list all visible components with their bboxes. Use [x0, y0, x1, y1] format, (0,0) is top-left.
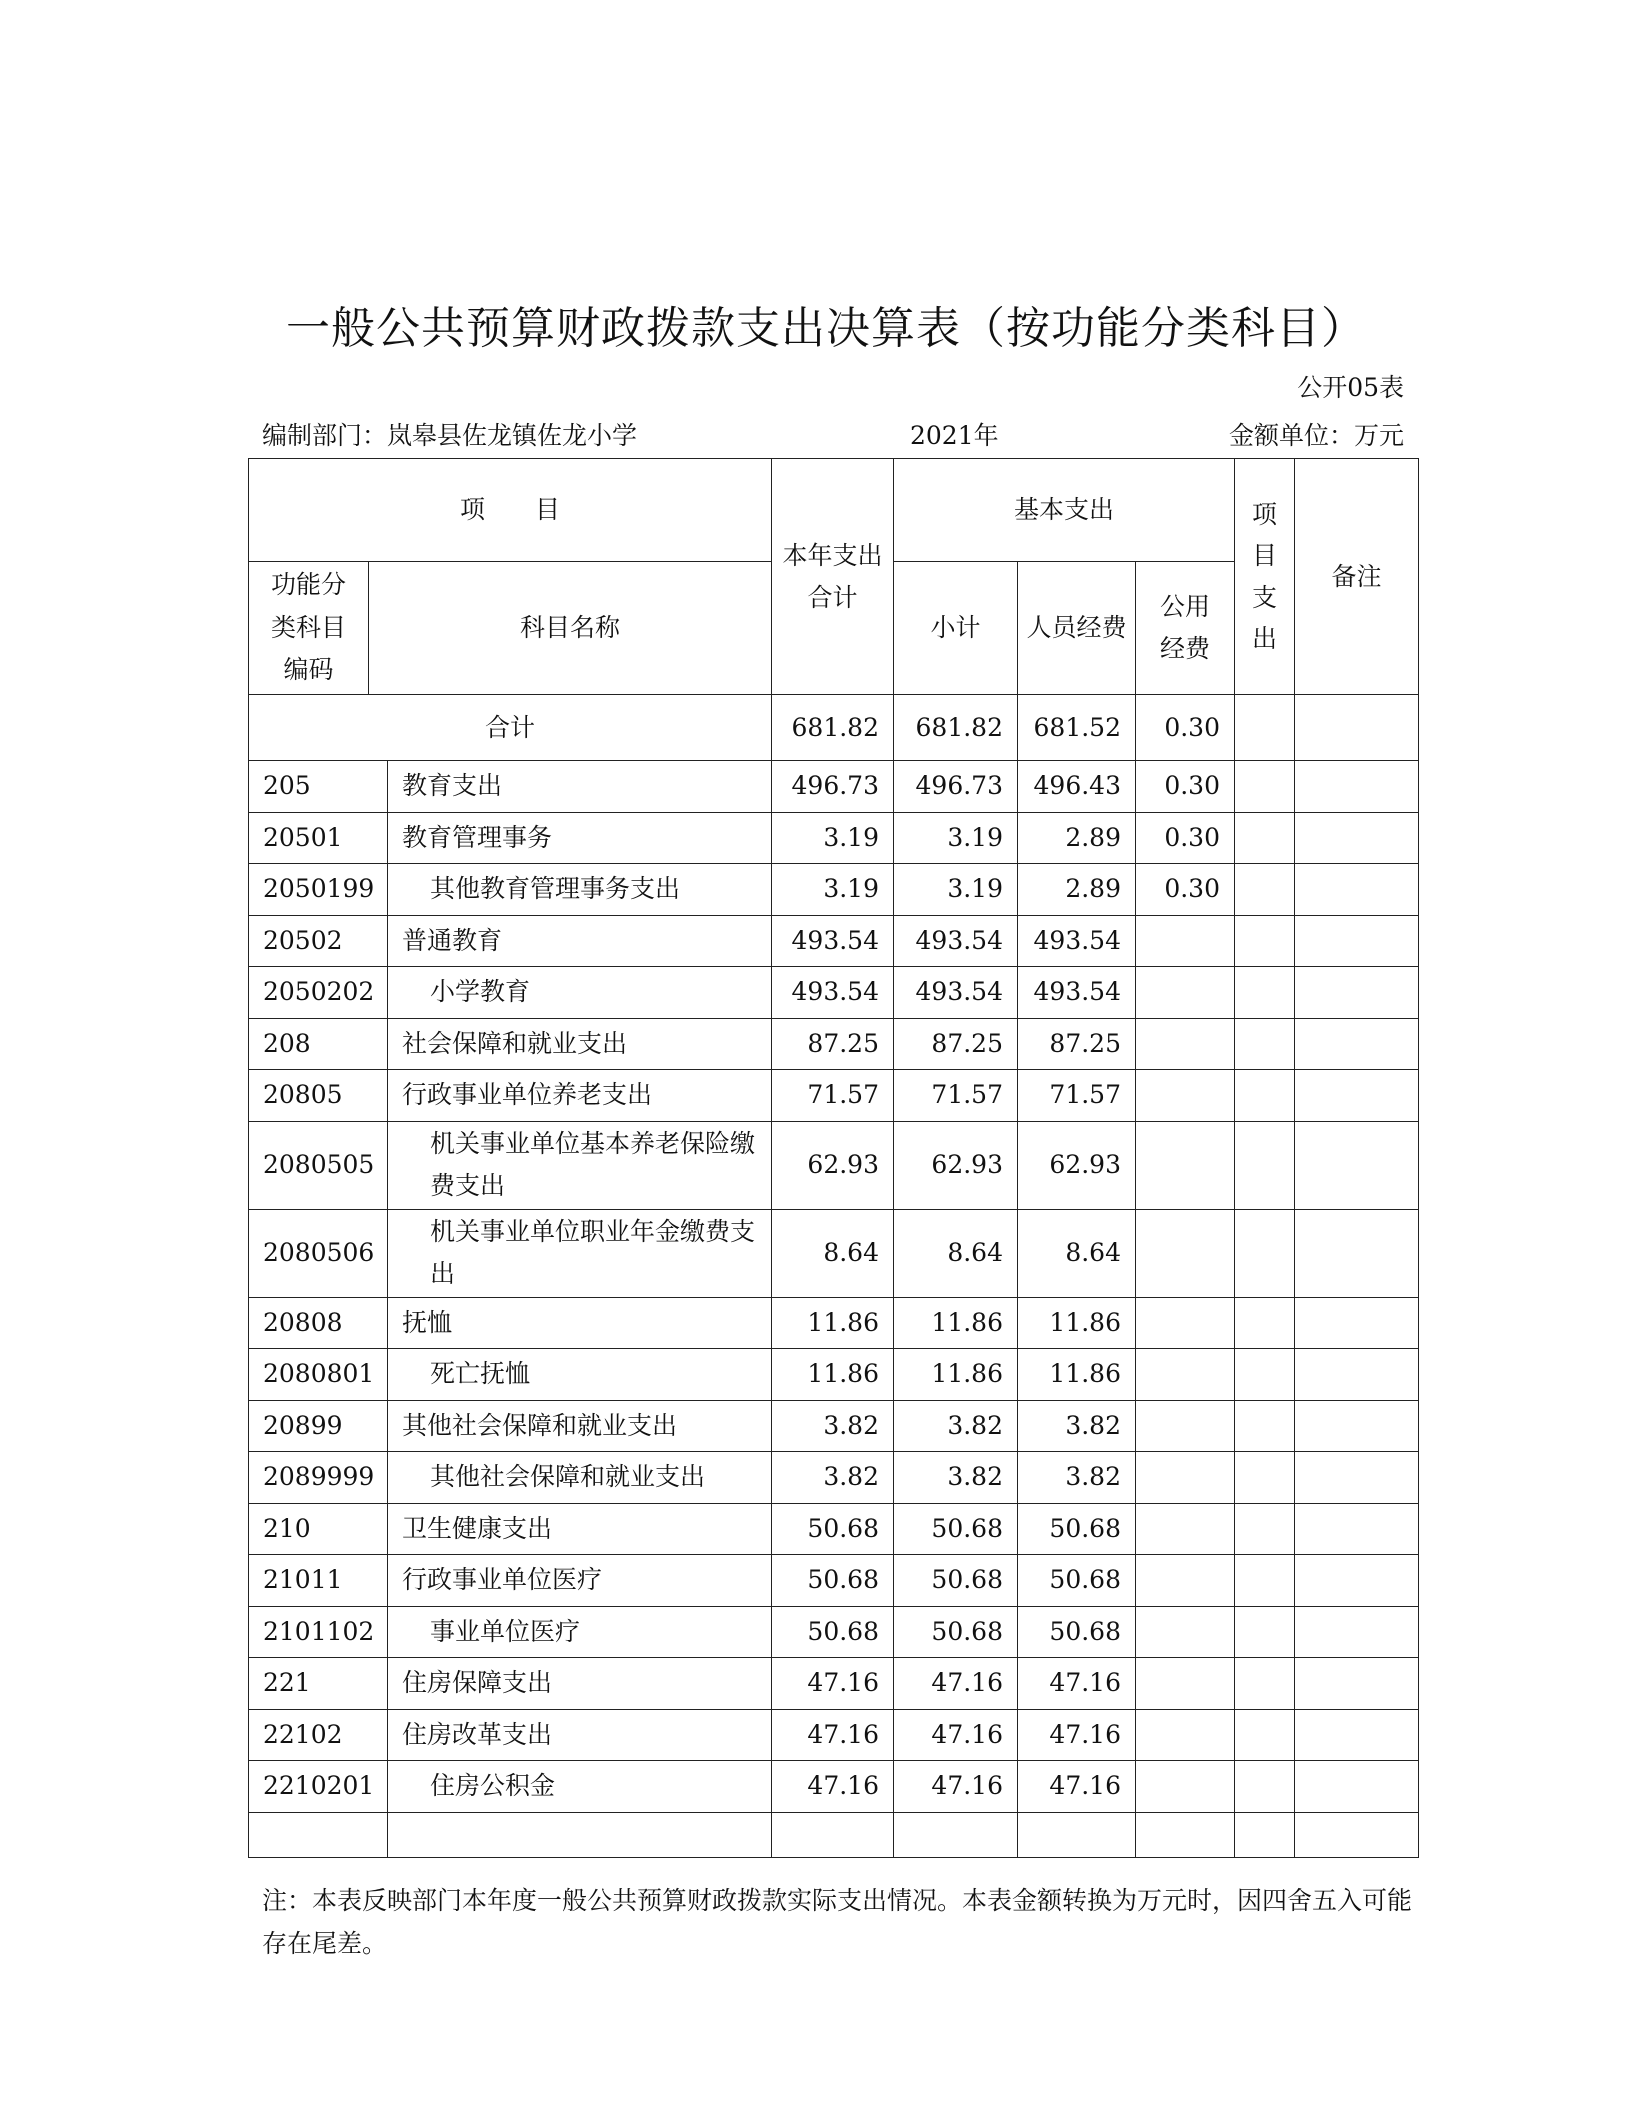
row-name: 卫生健康支出 — [388, 1503, 772, 1555]
row-project — [1235, 1555, 1295, 1607]
blank-cell — [249, 1812, 388, 1857]
row-total: 47.16 — [772, 1709, 894, 1761]
row-total: 493.54 — [772, 915, 894, 967]
blank-cell — [1235, 1812, 1295, 1857]
compiling-department: 编制部门：岚皋县佐龙镇佐龙小学 — [262, 421, 638, 450]
table-row — [249, 967, 1419, 1019]
row-total: 493.54 — [772, 967, 894, 1019]
row-code: 20899 — [249, 1400, 388, 1452]
row-code: 20501 — [249, 812, 388, 864]
row-total: 47.16 — [772, 1658, 894, 1710]
table-row — [249, 915, 1419, 967]
row-subtotal: 71.57 — [894, 1070, 1018, 1122]
row-total: 87.25 — [772, 1018, 894, 1070]
row-project — [1235, 761, 1295, 813]
row-code: 21011 — [249, 1555, 388, 1607]
total-row — [249, 695, 1419, 761]
table-row — [249, 1709, 1419, 1761]
total-total: 681.82 — [772, 695, 894, 761]
table-row — [249, 1400, 1419, 1452]
row-remark — [1295, 812, 1419, 864]
row-total: 50.68 — [772, 1606, 894, 1658]
total-project — [1235, 695, 1295, 761]
row-remark — [1295, 1121, 1419, 1209]
row-personnel: 50.68 — [1018, 1503, 1136, 1555]
row-code: 2080801 — [249, 1349, 388, 1401]
table-row — [249, 1606, 1419, 1658]
table-row — [249, 1555, 1419, 1607]
row-project — [1235, 1400, 1295, 1452]
row-personnel: 47.16 — [1018, 1709, 1136, 1761]
row-name: 死亡抚恤 — [388, 1349, 772, 1401]
header-total: 本年支出合计 — [772, 459, 894, 695]
form-number: 公开05表 — [1297, 373, 1404, 402]
row-project — [1235, 1349, 1295, 1401]
row-personnel: 47.16 — [1018, 1658, 1136, 1710]
blank-cell — [1295, 1812, 1419, 1857]
row-project — [1235, 1709, 1295, 1761]
header-project: 项目支出 — [1235, 459, 1295, 695]
row-code: 20502 — [249, 915, 388, 967]
row-subtotal: 47.16 — [894, 1709, 1018, 1761]
row-name: 教育管理事务 — [388, 812, 772, 864]
row-public — [1136, 1018, 1235, 1070]
row-personnel: 493.54 — [1018, 915, 1136, 967]
row-name: 行政事业单位养老支出 — [388, 1070, 772, 1122]
row-remark — [1295, 864, 1419, 916]
header-name: 科目名称 — [369, 562, 772, 695]
table-row — [249, 864, 1419, 916]
table-row — [249, 761, 1419, 813]
row-personnel: 3.82 — [1018, 1400, 1136, 1452]
row-project — [1235, 1606, 1295, 1658]
row-total: 50.68 — [772, 1555, 894, 1607]
row-project — [1235, 1018, 1295, 1070]
row-public — [1136, 1452, 1235, 1504]
blank-cell — [894, 1812, 1018, 1857]
row-personnel: 11.86 — [1018, 1349, 1136, 1401]
table-row — [249, 1761, 1419, 1813]
row-name: 小学教育 — [388, 967, 772, 1019]
header-remark: 备注 — [1295, 459, 1419, 695]
row-remark — [1295, 1658, 1419, 1710]
row-personnel: 71.57 — [1018, 1070, 1136, 1122]
blank-cell — [772, 1812, 894, 1857]
row-remark — [1295, 1297, 1419, 1349]
row-name: 机关事业单位基本养老保险缴费支出 — [388, 1121, 772, 1209]
table-row — [249, 1070, 1419, 1122]
row-total: 11.86 — [772, 1297, 894, 1349]
row-remark — [1295, 1452, 1419, 1504]
blank-cell — [1018, 1812, 1136, 1857]
row-public — [1136, 1349, 1235, 1401]
row-public — [1136, 1761, 1235, 1813]
row-subtotal: 87.25 — [894, 1018, 1018, 1070]
total-public: 0.30 — [1136, 695, 1235, 761]
row-public — [1136, 1555, 1235, 1607]
row-project — [1235, 1070, 1295, 1122]
row-public — [1136, 1121, 1235, 1209]
amount-unit: 金额单位：万元 — [1228, 421, 1404, 450]
blank-cell — [1136, 1812, 1235, 1857]
row-remark — [1295, 1070, 1419, 1122]
row-code: 2080505 — [249, 1121, 388, 1209]
row-name: 普通教育 — [388, 915, 772, 967]
row-public — [1136, 915, 1235, 967]
table-row — [249, 1452, 1419, 1504]
header-public: 公用经费 — [1136, 562, 1235, 695]
row-name: 抚恤 — [388, 1297, 772, 1349]
row-subtotal: 3.19 — [894, 812, 1018, 864]
row-code: 2210201 — [249, 1761, 388, 1813]
total-label: 合计 — [249, 695, 772, 761]
table-row — [249, 1209, 1419, 1297]
row-subtotal: 50.68 — [894, 1555, 1018, 1607]
row-remark — [1295, 915, 1419, 967]
row-remark — [1295, 1709, 1419, 1761]
row-code: 205 — [249, 761, 388, 813]
blank-row — [249, 1812, 1419, 1857]
row-public: 0.30 — [1136, 761, 1235, 813]
row-personnel: 11.86 — [1018, 1297, 1136, 1349]
expenditure-table — [248, 458, 1419, 1858]
row-remark — [1295, 1761, 1419, 1813]
row-code: 22102 — [249, 1709, 388, 1761]
row-code: 208 — [249, 1018, 388, 1070]
table-row — [249, 812, 1419, 864]
row-subtotal: 493.54 — [894, 915, 1018, 967]
header-basic: 基本支出 — [894, 459, 1235, 562]
row-remark — [1295, 1209, 1419, 1297]
row-remark — [1295, 967, 1419, 1019]
row-project — [1235, 1209, 1295, 1297]
row-personnel: 87.25 — [1018, 1018, 1136, 1070]
row-total: 3.19 — [772, 864, 894, 916]
row-project — [1235, 1297, 1295, 1349]
row-personnel: 47.16 — [1018, 1761, 1136, 1813]
row-subtotal: 3.82 — [894, 1400, 1018, 1452]
table-row — [249, 1658, 1419, 1710]
row-public — [1136, 1606, 1235, 1658]
row-public — [1136, 1503, 1235, 1555]
row-personnel: 50.68 — [1018, 1606, 1136, 1658]
row-subtotal: 62.93 — [894, 1121, 1018, 1209]
row-remark — [1295, 1349, 1419, 1401]
total-remark — [1295, 695, 1419, 761]
row-name: 社会保障和就业支出 — [388, 1018, 772, 1070]
header-personnel: 人员经费 — [1018, 562, 1136, 695]
row-total: 47.16 — [772, 1761, 894, 1813]
row-personnel: 62.93 — [1018, 1121, 1136, 1209]
table-row — [249, 1349, 1419, 1401]
row-project — [1235, 1761, 1295, 1813]
row-project — [1235, 1503, 1295, 1555]
row-subtotal: 47.16 — [894, 1658, 1018, 1710]
row-personnel: 50.68 — [1018, 1555, 1136, 1607]
row-name: 住房改革支出 — [388, 1709, 772, 1761]
row-name: 其他教育管理事务支出 — [388, 864, 772, 916]
row-remark — [1295, 1400, 1419, 1452]
row-code: 2080506 — [249, 1209, 388, 1297]
page-title: 一般公共预算财政拨款支出决算表（按功能分类科目） — [286, 303, 1366, 354]
row-subtotal: 50.68 — [894, 1503, 1018, 1555]
row-public: 0.30 — [1136, 812, 1235, 864]
row-project — [1235, 1658, 1295, 1710]
row-name: 行政事业单位医疗 — [388, 1555, 772, 1607]
row-code: 221 — [249, 1658, 388, 1710]
row-subtotal: 11.86 — [894, 1349, 1018, 1401]
row-code: 20808 — [249, 1297, 388, 1349]
row-project — [1235, 1452, 1295, 1504]
row-project — [1235, 812, 1295, 864]
row-subtotal: 493.54 — [894, 967, 1018, 1019]
row-total: 11.86 — [772, 1349, 894, 1401]
row-code: 210 — [249, 1503, 388, 1555]
header-code: 功能分类科目编码 — [249, 562, 369, 695]
blank-cell — [388, 1812, 772, 1857]
row-name: 其他社会保障和就业支出 — [388, 1452, 772, 1504]
total-subtotal: 681.82 — [894, 695, 1018, 761]
row-total: 3.19 — [772, 812, 894, 864]
row-total: 3.82 — [772, 1452, 894, 1504]
row-name: 其他社会保障和就业支出 — [388, 1400, 772, 1452]
row-personnel: 3.82 — [1018, 1452, 1136, 1504]
row-total: 8.64 — [772, 1209, 894, 1297]
row-remark — [1295, 1018, 1419, 1070]
row-project — [1235, 915, 1295, 967]
row-code: 20805 — [249, 1070, 388, 1122]
report-year: 2021年 — [910, 421, 999, 450]
row-personnel: 2.89 — [1018, 864, 1136, 916]
row-remark — [1295, 1606, 1419, 1658]
row-code: 2101102 — [249, 1606, 388, 1658]
row-total: 496.73 — [772, 761, 894, 813]
row-personnel: 496.43 — [1018, 761, 1136, 813]
row-name: 住房保障支出 — [388, 1658, 772, 1710]
row-remark — [1295, 761, 1419, 813]
row-public: 0.30 — [1136, 864, 1235, 916]
row-remark — [1295, 1503, 1419, 1555]
row-personnel: 2.89 — [1018, 812, 1136, 864]
row-subtotal: 50.68 — [894, 1606, 1018, 1658]
row-subtotal: 47.16 — [894, 1761, 1018, 1813]
table-row — [249, 1297, 1419, 1349]
row-name: 住房公积金 — [388, 1761, 772, 1813]
header-item: 项 目 — [249, 459, 772, 562]
row-project — [1235, 864, 1295, 916]
row-subtotal: 8.64 — [894, 1209, 1018, 1297]
row-name: 事业单位医疗 — [388, 1606, 772, 1658]
row-public — [1136, 1209, 1235, 1297]
table-row — [249, 1503, 1419, 1555]
row-total: 71.57 — [772, 1070, 894, 1122]
row-project — [1235, 1121, 1295, 1209]
header-subtotal: 小计 — [894, 562, 1018, 695]
row-public — [1136, 1070, 1235, 1122]
row-subtotal: 3.82 — [894, 1452, 1018, 1504]
row-name: 机关事业单位职业年金缴费支出 — [388, 1209, 772, 1297]
row-total: 3.82 — [772, 1400, 894, 1452]
row-public — [1136, 1297, 1235, 1349]
row-subtotal: 11.86 — [894, 1297, 1018, 1349]
row-total: 50.68 — [772, 1503, 894, 1555]
row-code: 2050199 — [249, 864, 388, 916]
row-code: 2050202 — [249, 967, 388, 1019]
row-subtotal: 496.73 — [894, 761, 1018, 813]
footnote: 注：本表反映部门本年度一般公共预算财政拨款实际支出情况。本表金额转换为万元时，因四舍五入可能存在尾差。 — [262, 1886, 1413, 1958]
row-public — [1136, 1709, 1235, 1761]
row-personnel: 8.64 — [1018, 1209, 1136, 1297]
table-row — [249, 1018, 1419, 1070]
row-subtotal: 3.19 — [894, 864, 1018, 916]
row-personnel: 493.54 — [1018, 967, 1136, 1019]
row-name: 教育支出 — [388, 761, 772, 813]
row-public — [1136, 1658, 1235, 1710]
total-personnel: 681.52 — [1018, 695, 1136, 761]
row-total: 62.93 — [772, 1121, 894, 1209]
row-public — [1136, 1400, 1235, 1452]
row-public — [1136, 967, 1235, 1019]
table-row — [249, 1121, 1419, 1209]
row-remark — [1295, 1555, 1419, 1607]
row-code: 2089999 — [249, 1452, 388, 1504]
row-project — [1235, 967, 1295, 1019]
